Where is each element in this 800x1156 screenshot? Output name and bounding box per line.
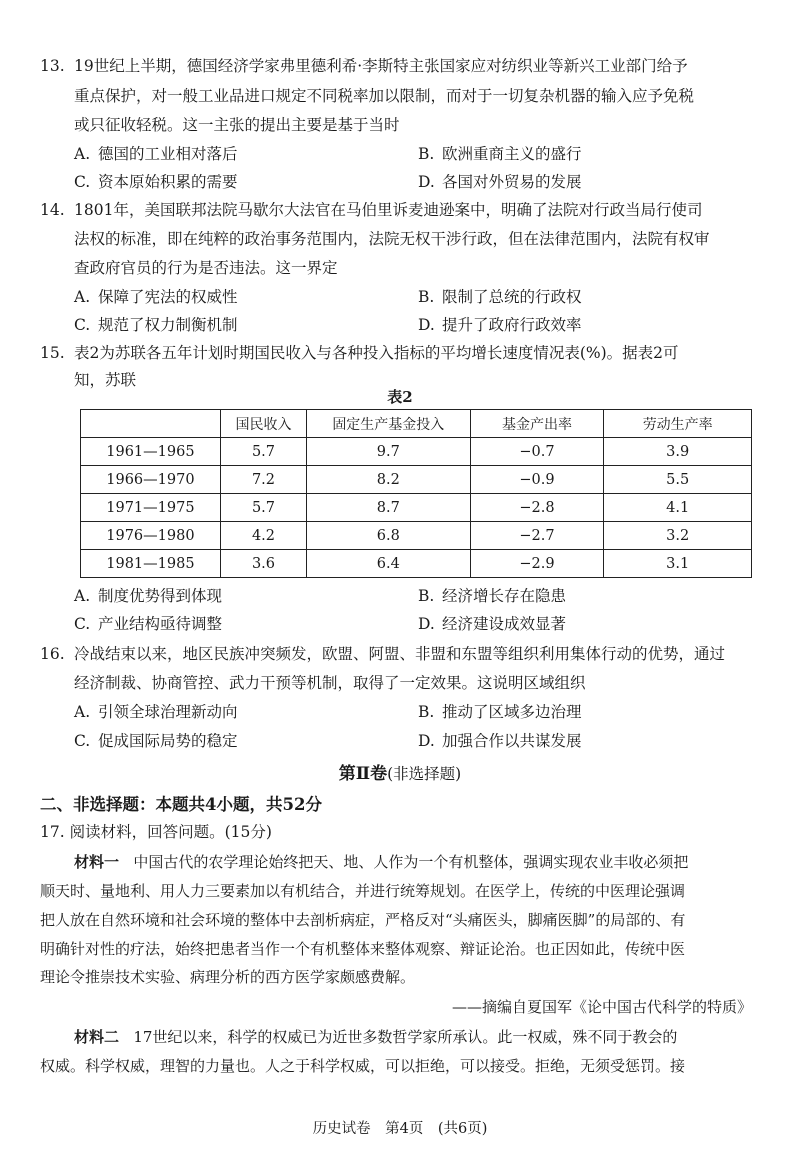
table-row: [81, 438, 752, 466]
material-2-line-2: 权威。科学权威，理智的力量也。人之于科学权威，可以拒绝，可以接受。拒绝，无须受惩罚。接: [40, 1057, 686, 1075]
material-2-label: 材料二: [74, 1028, 120, 1046]
table-cell: 8.2: [307, 466, 470, 494]
q13-option-d: D. 各国对外贸易的发展: [418, 173, 582, 191]
material-1-source: ——摘编自夏国军《论中国古代科学的特质》: [451, 998, 752, 1016]
material-1-line-4: 明确针对性的疗法，始终把患者当作一个有机整体来整体观察、辩证论治。也正因如此，传统中医: [40, 940, 686, 958]
table2-header-fixed-fund: 固定生产基金投入: [307, 410, 470, 438]
q16-option-b: B. 推动了区域多边治理: [418, 703, 582, 721]
q15-option-b: B. 经济增长存在隐患: [418, 587, 567, 605]
table-cell: 9.7: [307, 438, 470, 466]
table-cell: 1981—1985: [81, 550, 221, 578]
table-cell: 8.7: [307, 494, 470, 522]
table-cell: −2.7: [470, 522, 604, 550]
table2-header-blank: [81, 410, 221, 438]
table-cell: −2.8: [470, 494, 604, 522]
material-1-line-3: 把人放在自然环境和社会环境的整体中去剖析病症，严格反对“头痛医头，脚痛医脚”的局部的、有: [40, 911, 686, 929]
table-cell: 3.9: [604, 438, 752, 466]
q14-option-d: D. 提升了政府行政效率: [418, 316, 582, 334]
q14-option-c: C. 规范了权力制衡机制: [74, 316, 238, 334]
table-row: [81, 466, 752, 494]
table-cell: 1961—1965: [81, 438, 221, 466]
q14-option-b: B. 限制了总统的行政权: [418, 288, 582, 306]
table-cell: 4.1: [604, 494, 752, 522]
table-cell: 5.7: [220, 438, 306, 466]
q16-line-1: 16. 冷战结束以来，地区民族冲突频发，欧盟、阿盟、非盟和东盟等组织利用集体行动的优势，通过: [40, 645, 726, 663]
table2-header-row: [81, 410, 752, 438]
table-cell: 1966—1970: [81, 466, 221, 494]
table-cell: −0.7: [470, 438, 604, 466]
table-cell: 6.8: [307, 522, 470, 550]
part-2-heading: 二、非选择题：本题共4小题，共52分: [40, 795, 322, 814]
q15-option-a: A. 制度优势得到体现: [74, 587, 223, 605]
q13-option-b: B. 欧洲重商主义的盛行: [418, 145, 582, 163]
q16-option-d: D. 加强合作以共谋发展: [418, 732, 582, 750]
table-cell: 3.6: [220, 550, 306, 578]
q14-line-1: 14. 1801年，美国联邦法院马歇尔大法官在马伯里诉麦迪逊案中，明确了法院对行政当局行使司: [40, 201, 703, 219]
table-cell: 1976—1980: [81, 522, 221, 550]
material-1-line-5: 理论令推崇技术实验、病理分析的西方医学家颇感费解。: [40, 968, 416, 986]
q14-option-a: A. 保障了宪法的权威性: [74, 288, 238, 306]
q13-option-a: A. 德国的工业相对落后: [74, 145, 238, 163]
table-cell: 3.1: [604, 550, 752, 578]
q15-number: 15.: [40, 344, 65, 362]
q13-line-1: 13. 19世纪上半期，德国经济学家弗里德利希·李斯特主张国家应对纺织业等新兴工业部门给予: [40, 57, 688, 75]
q15-line-1: 15. 表2为苏联各五年计划时期国民收入与各种投入指标的平均增长速度情况表(%)。据表2可: [40, 344, 679, 362]
q13-line-3: 或只征收轻税。这一主张的提出主要是基于当时: [74, 116, 400, 134]
table2-caption: 表2: [387, 388, 413, 406]
table-row: [81, 494, 752, 522]
material-1-line-2: 顺天时、量地利、用人力三要素加以有机结合，并进行统筹规划。在医学上，传统的中医理论强调: [40, 882, 686, 900]
table-cell: −0.9: [470, 466, 604, 494]
q14-line-3: 查政府官员的行为是否违法。这一界定: [74, 259, 338, 277]
table-cell: 4.2: [220, 522, 306, 550]
q13-number: 13.: [40, 57, 65, 75]
table-cell: 5.5: [604, 466, 752, 494]
q16-number: 16.: [40, 645, 65, 663]
q16-line-2: 经济制裁、协商管控、武力干预等机制，取得了一定效果。这说明区域组织: [74, 674, 586, 692]
q16-option-c: C. 促成国际局势的稳定: [74, 732, 238, 750]
q14-line-2: 法权的标准，即在纯粹的政治事务范围内，法院无权干涉行政，但在法律范围内，法院有权审: [74, 230, 710, 248]
table-cell: 7.2: [220, 466, 306, 494]
page-footer: 历史试卷 第4页 (共6页): [312, 1121, 488, 1137]
table-cell: 5.7: [220, 494, 306, 522]
q15-option-c: C. 产业结构亟待调整: [74, 615, 223, 633]
q13-option-c: C. 资本原始积累的需要: [74, 173, 238, 191]
table-cell: 6.4: [307, 550, 470, 578]
q15-option-d: D. 经济建设成效显著: [418, 615, 567, 633]
q13-line-2: 重点保护，对一般工业品进口规定不同税率加以限制，而对于一切复杂机器的输入应予免税: [74, 87, 695, 105]
table-row: [81, 550, 752, 578]
table2-header-national-income: 国民收入: [220, 410, 306, 438]
material-2-line-1: 材料二 17世纪以来，科学的权威已为近世多数哲学家所承认。此一权威，殊不同于教会的: [74, 1028, 678, 1046]
table-cell: −2.9: [470, 550, 604, 578]
material-1-label: 材料一: [74, 853, 120, 871]
table-row: [81, 522, 752, 550]
q14-number: 14.: [40, 201, 65, 219]
section-2-title: 第Ⅱ卷(非选择题): [338, 764, 462, 784]
table-cell: 3.2: [604, 522, 752, 550]
table-cell: 1971—1975: [81, 494, 221, 522]
q15-line-2: 知，苏联: [74, 371, 137, 389]
material-1-line-1: 材料一 中国古代的农学理论始终把天、地、人作为一个有机整体，强调实现农业丰收必须把: [74, 853, 689, 871]
q16-option-a: A. 引领全球治理新动向: [74, 703, 238, 721]
table2-header-fund-output: 基金产出率: [470, 410, 604, 438]
q17-prompt: 17. 阅读材料，回答问题。(15分): [40, 823, 272, 841]
table2: [80, 409, 752, 578]
table2-header-labor-productivity: 劳动生产率: [604, 410, 752, 438]
